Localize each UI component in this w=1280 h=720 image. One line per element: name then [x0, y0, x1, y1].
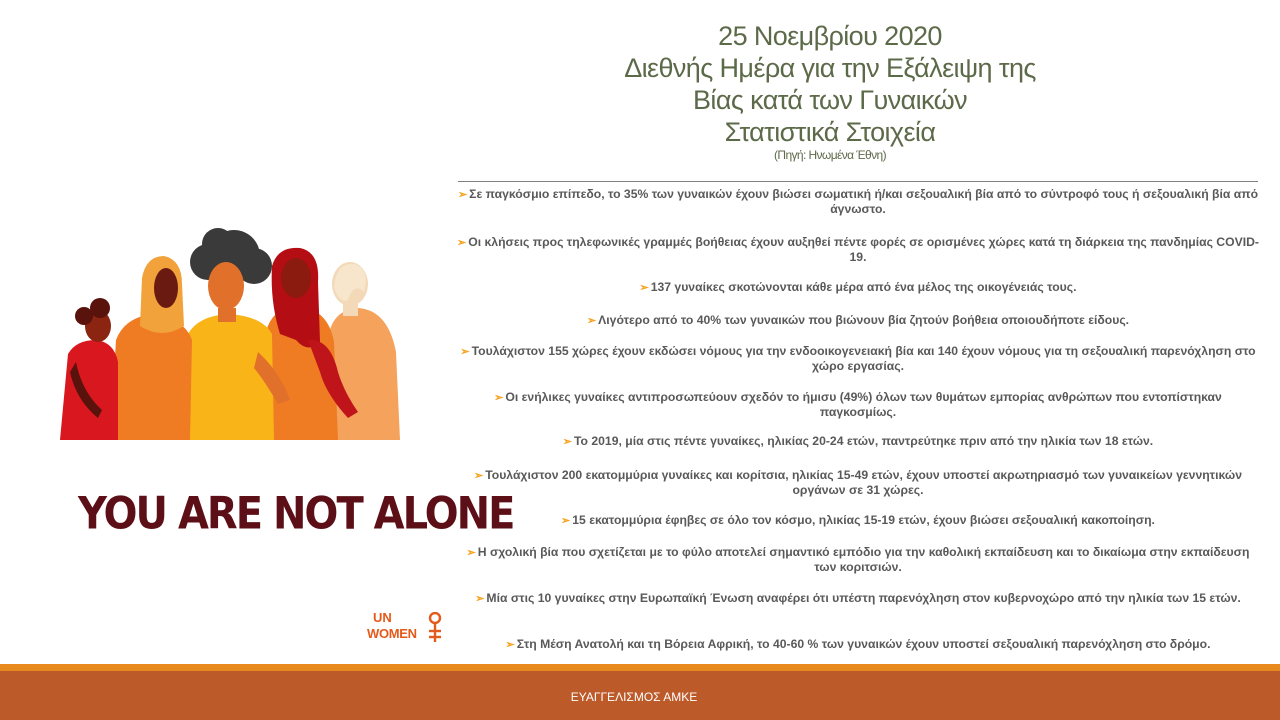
list-item: ➢ 137 γυναίκες σκοτώνονται κάθε μέρα από ένα μέλος της οικογένειάς τους. [639, 280, 1077, 294]
arrow-bullet-icon: ➢ [639, 282, 649, 294]
un-women-logo [367, 610, 447, 646]
divider [458, 181, 1258, 182]
arrow-bullet-icon: ➢ [561, 515, 571, 527]
list-item: ➢ Στη Μέση Ανατολή και τη Βόρεια Αφρική, το 40-60 % των γυναικών έχουν υποστεί σεξουαλική παρενόχληση στο δρόμο. [505, 637, 1211, 651]
list-item: ➢ Οι κλήσεις προς τηλεφωνικές γραμμές βοήθειας έχουν αυξηθεί πέντε φορές σε ορισμένες χώρες κατά τη διάρκεια της πανδημίας COVID-19. [457, 235, 1259, 264]
title-date: 25 Νοεμβρίου 2020 [718, 21, 942, 51]
list-item: ➢ Τουλάχιστον 155 χώρες έχουν εκδώσει νόμους για την ενδοοικογενειακή βία και 140 έχουν νόμους για τη σεξουαλική παρενόχληση στο χώρο εργασίας. [460, 344, 1256, 373]
list-item: ➢ Μία στις 10 γυναίκες στην Ευρωπαϊκή Ένωση αναφέρει ότι υπέστη παρενόχληση στον κυβερνοχώρο από την ηλικία των 15 ετών. [475, 591, 1241, 605]
arrow-bullet-icon: ➢ [505, 639, 515, 651]
list-item: ➢ Τουλάχιστον 200 εκατομμύρια γυναίκες και κορίτσια, ηλικίας 15-49 ετών, έχουν υποστεί ακρωτηριασμό των γυναικείων γεννητικών οργάνων σε 31 χώρες. [474, 468, 1242, 497]
arrow-bullet-icon: ➢ [457, 237, 467, 249]
list-item: ➢ Το 2019, μία στις πέντε γυναίκες, ηλικίας 20-24 ετών, παντρεύτηκε πριν από την ηλικία των 18 ετών. [562, 434, 1154, 448]
arrow-bullet-icon: ➢ [586, 315, 597, 327]
women-symbol-icon [427, 612, 443, 644]
footer-stripe [0, 664, 1280, 671]
title-line-3: Βίας κατά των Γυναικών [693, 85, 967, 115]
women-group-illustration [58, 222, 400, 442]
footer-bar [0, 671, 1280, 720]
source-note: (Πηγή: Ηνωμένα Έθνη) [773, 148, 886, 162]
list-item: ➢ Λιγότερο από το 40% των γυναικών που βιώνουν βία ζητούν βοήθεια οποιουδήποτε είδους. [586, 313, 1130, 327]
arrow-bullet-icon: ➢ [562, 436, 572, 448]
arrow-bullet-icon: ➢ [457, 189, 468, 201]
list-item: ➢ Η σχολική βία που σχετίζεται με το φύλο αποτελεί σημαντικό εμπόδιο για την καθολική εκπαίδευση και το δικαίωμα στην εκπαίδευση των κοριτσιών. [466, 545, 1250, 574]
arrow-bullet-icon: ➢ [466, 547, 476, 559]
list-item: ➢ Οι ενήλικες γυναίκες αντιπροσωπεύουν σχεδόν το ήμισυ (49%) όλων των θυμάτων εμπορίας ανθρώπων που εντοπίστηκαν παγκοσμίως. [494, 390, 1222, 419]
arrow-bullet-icon: ➢ [475, 593, 485, 605]
title-statistics: Στατιστικά Στοιχεία [724, 117, 936, 147]
arrow-bullet-icon: ➢ [460, 346, 470, 358]
list-item: ➢ 15 εκατομμύρια έφηβες σε όλο τον κόσμο, ηλικίας 15-19 ετών, έχουν βιώσει σεξουαλική κακοποίηση. [561, 513, 1155, 527]
logo-women-text: WOMEN [367, 626, 417, 641]
arrow-bullet-icon: ➢ [494, 392, 504, 404]
footer-text: ΕΥΑΓΓΕΛΙΣΜΟΣ ΑΜΚΕ [570, 690, 698, 704]
logo-un-text: UN [373, 610, 392, 625]
list-item: ➢ Σε παγκόσμιο επίπεδο, το 35% των γυναικών έχουν βιώσει σωματική ή/και σεξουαλική βία από το σύντροφό τους ή σεξουαλική βία από άγνωστο. [457, 187, 1259, 216]
title-line-2: Διεθνής Ημέρα για την Εξάλειψη της [624, 53, 1036, 83]
title-block [460, 20, 1200, 162]
arrow-bullet-icon: ➢ [474, 470, 484, 482]
slogan: YOU ARE NOT ALONE [78, 488, 514, 540]
